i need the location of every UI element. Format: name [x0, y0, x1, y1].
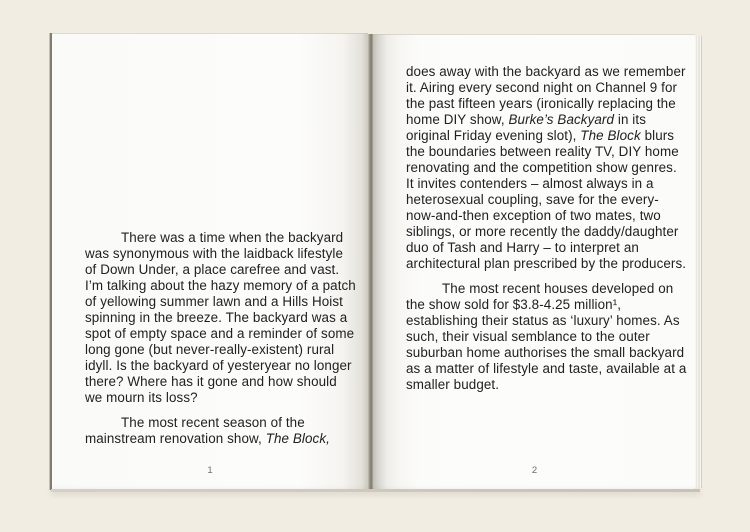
italic-text-run: Burke’s Backyard	[508, 112, 615, 127]
paragraph	[406, 64, 688, 272]
page-left	[52, 33, 368, 489]
paragraph	[85, 415, 357, 447]
page-right	[374, 34, 695, 489]
text-run: The most recent houses developed on the show sold for $3.8-4.25 million¹, establishing their status as ‘luxury’ homes. As such, their visual semblance to the outer suburban home authorises the small backyard as a matter of lifestyle and taste, available at a smaller budget.	[406, 281, 687, 392]
page-number-right: 2	[531, 465, 538, 476]
text-run: blurs the boundaries between reality TV, DIY home renovating and the competition show genres. It invites contenders – almost always in a heterosexual coupling, save for the every-now-and-then exception of two mates, two siblings, or more recently the daddy/daughter duo of Tash and Harry – to interpret an architectural plan prescribed by the producers.	[406, 128, 687, 271]
page-number-left: 1	[207, 465, 213, 476]
paragraph	[406, 281, 688, 393]
text-run: There was a time when the backyard was synonymous with the laidback lifestyle of Down Under, a place carefree and vast. I’m talking about the hazy memory of a patch of yellowing summer lawn and a Hills Hoist spinning in the breeze. The backyard was a spot of empty space and a reminder of some long gone (but never-really-existent) rural idyll. Is the backyard of yesteryear no longer there? Where has it gone and how should we mourn its loss?	[85, 230, 356, 405]
text-run: does away with the backyard as we remember it. Airing every second night on Channel 9 for the past fifteen years (ironically replacing the home DIY show,	[406, 64, 686, 127]
page-left-text	[85, 230, 357, 456]
paragraph	[85, 230, 357, 406]
text-run: The most recent season of the mainstream renovation show,	[85, 415, 305, 446]
italic-text-run: The Block,	[265, 431, 330, 446]
book-fore-edge-stack	[695, 36, 702, 488]
text-run: in its original Friday evening slot),	[406, 112, 647, 143]
book-bottom-edge	[51, 489, 700, 492]
page-right-text	[406, 64, 688, 402]
italic-text-run: The Block	[580, 128, 641, 143]
